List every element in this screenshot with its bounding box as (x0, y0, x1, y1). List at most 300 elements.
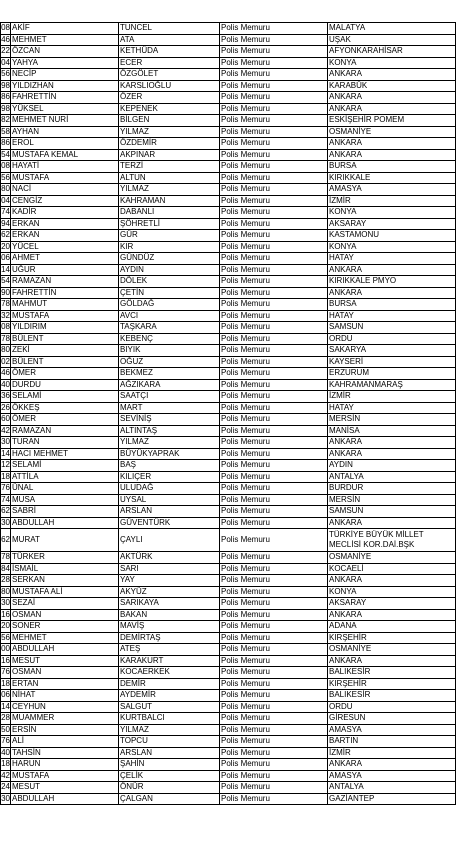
record-number-cell: 78 (1, 552, 10, 562)
last-name-cell: KILIÇER (119, 471, 220, 483)
assigned-unit-cell: AYDIN (328, 460, 456, 472)
last-name-cell: DEMİR (119, 678, 220, 690)
job-title-cell: Polis Memuru (220, 563, 328, 575)
job-title-cell: Polis Memuru (220, 448, 328, 460)
job-title-cell: Polis Memuru (220, 195, 328, 207)
last-name-cell: ÇETİN (119, 287, 220, 299)
table-row (1, 667, 456, 679)
first-name-cell: OSMAN (11, 667, 119, 679)
table-row (1, 621, 456, 633)
assigned-unit-cell: ORDU (328, 333, 456, 345)
table-row (1, 483, 456, 495)
table-row (1, 655, 456, 667)
last-name-cell: ATEŞ (119, 644, 220, 656)
assigned-unit-cell: AMASYA (328, 770, 456, 782)
table-row (1, 34, 456, 46)
record-number-cell: 98 (1, 80, 10, 90)
table-row (1, 115, 456, 127)
last-name-cell: AĞZIKARA (119, 379, 220, 391)
table-row (1, 184, 456, 196)
table-row (1, 69, 456, 81)
table-row (1, 253, 456, 265)
record-number-cell: 16 (1, 609, 10, 619)
assigned-unit-cell: İZMİR (328, 195, 456, 207)
first-name-cell: UĞUR (11, 264, 119, 276)
last-name-cell: GÜR (119, 230, 220, 242)
table-row (1, 563, 456, 575)
job-title-cell: Polis Memuru (220, 333, 328, 345)
assigned-unit-cell: KAHRAMANMARAŞ (328, 379, 456, 391)
last-name-cell: ALTUN (119, 172, 220, 184)
first-name-cell: SONER (11, 621, 119, 633)
job-title-cell: Polis Memuru (220, 414, 328, 426)
assigned-unit-cell: KARABÜK (328, 80, 456, 92)
job-title-cell: Polis Memuru (220, 736, 328, 748)
assigned-unit-cell: MERSİN (328, 494, 456, 506)
job-title-cell: Polis Memuru (220, 322, 328, 334)
job-title-cell: Polis Memuru (220, 667, 328, 679)
record-number-cell: 32 (1, 310, 10, 320)
job-title-cell: Polis Memuru (220, 46, 328, 58)
record-number-cell: 30 (1, 437, 10, 447)
table-row (1, 92, 456, 104)
table-row (1, 276, 456, 288)
last-name-cell: TERZİ (119, 161, 220, 173)
last-name-cell: DEMİRTAŞ (119, 632, 220, 644)
job-title-cell: Polis Memuru (220, 552, 328, 564)
first-name-cell: MUSTAFA KEMAL (11, 149, 119, 161)
assigned-unit-cell: AKSARAY (328, 598, 456, 610)
job-title-cell: Polis Memuru (220, 632, 328, 644)
record-number-cell: 54 (1, 276, 10, 286)
assigned-unit-cell: BARTIN (328, 736, 456, 748)
first-name-cell: AYHAN (11, 126, 119, 138)
first-name-cell: ABDULLAH (11, 793, 119, 805)
assigned-unit-cell: ANTALYA (328, 782, 456, 794)
first-name-cell: AKİF (11, 23, 119, 35)
table-row (1, 782, 456, 794)
job-title-cell: Polis Memuru (220, 172, 328, 184)
record-number-cell: 28 (1, 575, 10, 585)
last-name-cell: ULUDAĞ (119, 483, 220, 495)
job-title-cell: Polis Memuru (220, 517, 328, 529)
first-name-cell: MESUT (11, 782, 119, 794)
job-title-cell: Polis Memuru (220, 655, 328, 667)
record-number-cell: 56 (1, 632, 10, 642)
last-name-cell: SEVİNİŞ (119, 414, 220, 426)
job-title-cell: Polis Memuru (220, 678, 328, 690)
assigned-unit-cell: ANKARA (328, 92, 456, 104)
first-name-cell: CENGİZ (11, 195, 119, 207)
record-number-cell: 62 (1, 230, 10, 240)
table-row (1, 103, 456, 115)
record-number-cell: 14 (1, 701, 10, 711)
last-name-cell: YILMAZ (119, 437, 220, 449)
first-name-cell: OSMAN (11, 609, 119, 621)
last-name-cell: TAŞKARA (119, 322, 220, 334)
assigned-unit-cell: ORDU (328, 701, 456, 713)
last-name-cell: TOPCU (119, 736, 220, 748)
job-title-cell: Polis Memuru (220, 345, 328, 357)
last-name-cell: BEKMEZ (119, 368, 220, 380)
first-name-cell: YILDIRIM (11, 322, 119, 334)
job-title-cell: Polis Memuru (220, 425, 328, 437)
job-title-cell: Polis Memuru (220, 402, 328, 414)
last-name-cell: ŞÖHRETLİ (119, 218, 220, 230)
job-title-cell: Polis Memuru (220, 207, 328, 219)
job-title-cell: Polis Memuru (220, 23, 328, 35)
first-name-cell: ZEKİ (11, 345, 119, 357)
assigned-unit-cell: BALIKESİR (328, 690, 456, 702)
assigned-unit-cell: KAYSERİ (328, 356, 456, 368)
job-title-cell: Polis Memuru (220, 264, 328, 276)
last-name-cell: ÖZGÖLET (119, 69, 220, 81)
assigned-unit-cell: ANKARA (328, 69, 456, 81)
table-row (1, 690, 456, 702)
job-title-cell: Polis Memuru (220, 356, 328, 368)
first-name-cell: MUSTAFA (11, 770, 119, 782)
job-title-cell: Polis Memuru (220, 184, 328, 196)
job-title-cell: Polis Memuru (220, 506, 328, 518)
first-name-cell: TURAN (11, 437, 119, 449)
table-row (1, 586, 456, 598)
record-number-cell: 20 (1, 621, 10, 631)
job-title-cell: Polis Memuru (220, 379, 328, 391)
table-row (1, 23, 456, 35)
first-name-cell: ÖMER (11, 414, 119, 426)
first-name-cell: BÜLENT (11, 333, 119, 345)
job-title-cell: Polis Memuru (220, 494, 328, 506)
job-title-cell: Polis Memuru (220, 586, 328, 598)
last-name-cell: KAHRAMAN (119, 195, 220, 207)
last-name-cell: BIYIK (119, 345, 220, 357)
table-row (1, 529, 456, 552)
job-title-cell: Polis Memuru (220, 80, 328, 92)
last-name-cell: KARSLIOĞLU (119, 80, 220, 92)
job-title-cell: Polis Memuru (220, 724, 328, 736)
record-number-cell: 74 (1, 494, 10, 504)
job-title-cell: Polis Memuru (220, 747, 328, 759)
record-number-cell: 80 (1, 586, 10, 596)
job-title-cell: Polis Memuru (220, 149, 328, 161)
first-name-cell: YÜKSEL (11, 103, 119, 115)
record-number-cell: 28 (1, 713, 10, 723)
assigned-unit-cell: BURDUR (328, 483, 456, 495)
assigned-unit-cell: BURSA (328, 161, 456, 173)
table-row (1, 207, 456, 219)
table-row (1, 494, 456, 506)
job-title-cell: Polis Memuru (220, 276, 328, 288)
record-number-cell: 86 (1, 138, 10, 148)
assigned-unit-cell: AMASYA (328, 724, 456, 736)
job-title-cell: Polis Memuru (220, 230, 328, 242)
assigned-unit-cell: ANKARA (328, 759, 456, 771)
record-number-cell: 74 (1, 207, 10, 217)
assigned-unit-cell: ANKARA (328, 575, 456, 587)
first-name-cell: ERKAN (11, 230, 119, 242)
table-row (1, 506, 456, 518)
record-number-cell: 90 (1, 287, 10, 297)
personnel-table-body (1, 23, 456, 805)
last-name-cell: SALGUT (119, 701, 220, 713)
assigned-unit-cell: AFYONKARAHİSAR (328, 46, 456, 58)
last-name-cell: GÜNDÜZ (119, 253, 220, 265)
record-number-cell: 18 (1, 678, 10, 688)
last-name-cell: ARSLAN (119, 506, 220, 518)
first-name-cell: MUSTAFA (11, 310, 119, 322)
record-number-cell: 76 (1, 483, 10, 493)
record-number-cell: 40 (1, 747, 10, 757)
last-name-cell: AYDIN (119, 264, 220, 276)
first-name-cell: ABDULLAH (11, 644, 119, 656)
first-name-cell: RAMAZAN (11, 425, 119, 437)
job-title-cell: Polis Memuru (220, 644, 328, 656)
last-name-cell: TUNCEL (119, 23, 220, 35)
last-name-cell: KOCAERKEK (119, 667, 220, 679)
assigned-unit-cell: İZMİR (328, 747, 456, 759)
first-name-cell: MAHMUT (11, 299, 119, 311)
first-name-cell: ÜNAL (11, 483, 119, 495)
record-number-cell: 00 (1, 644, 10, 654)
last-name-cell: AKYÜZ (119, 586, 220, 598)
first-name-cell: NİHAT (11, 690, 119, 702)
first-name-cell: FAHRETTİN (11, 287, 119, 299)
table-row (1, 218, 456, 230)
assigned-unit-cell: OSMANİYE (328, 644, 456, 656)
first-name-cell: TAHSİN (11, 747, 119, 759)
last-name-cell: ÖZDEMİR (119, 138, 220, 150)
job-title-cell: Polis Memuru (220, 471, 328, 483)
job-title-cell: Polis Memuru (220, 621, 328, 633)
first-name-cell: TÜRKER (11, 552, 119, 564)
last-name-cell: SARI (119, 563, 220, 575)
table-row (1, 138, 456, 150)
assigned-unit-cell: KIRIKKALE (328, 172, 456, 184)
record-number-cell: 76 (1, 667, 10, 677)
record-number-cell: 26 (1, 402, 10, 412)
table-row (1, 747, 456, 759)
table-row (1, 644, 456, 656)
record-number-cell: 56 (1, 172, 10, 182)
table-row (1, 172, 456, 184)
last-name-cell: MAVİŞ (119, 621, 220, 633)
table-row (1, 287, 456, 299)
table-row (1, 80, 456, 92)
job-title-cell: Polis Memuru (220, 701, 328, 713)
record-number-cell: 36 (1, 391, 10, 401)
table-row (1, 241, 456, 253)
last-name-cell: AKTÜRK (119, 552, 220, 564)
table-row (1, 759, 456, 771)
assigned-unit-cell: SAKARYA (328, 345, 456, 357)
job-title-cell: Polis Memuru (220, 770, 328, 782)
record-number-cell: 20 (1, 241, 10, 251)
assigned-unit-cell: İZMİR (328, 391, 456, 403)
last-name-cell: YILMAZ (119, 184, 220, 196)
first-name-cell: MUSA (11, 494, 119, 506)
assigned-unit-cell: GAZİANTEP (328, 793, 456, 805)
first-name-cell: MUSTAFA ALİ (11, 586, 119, 598)
first-name-cell: MUAMMER (11, 713, 119, 725)
first-name-cell: FAHRETTİN (11, 92, 119, 104)
assigned-unit-cell: KIRŞEHİR (328, 678, 456, 690)
first-name-cell: AHMET (11, 253, 119, 265)
job-title-cell: Polis Memuru (220, 759, 328, 771)
assigned-unit-cell: ANTALYA (328, 471, 456, 483)
first-name-cell: SEZAİ (11, 598, 119, 610)
assigned-unit-cell: ANKARA (328, 655, 456, 667)
job-title-cell: Polis Memuru (220, 126, 328, 138)
last-name-cell: OĞUZ (119, 356, 220, 368)
last-name-cell: ŞAHİN (119, 759, 220, 771)
record-number-cell: 80 (1, 345, 10, 355)
record-number-cell: 08 (1, 23, 10, 33)
record-number-cell: 14 (1, 264, 10, 274)
record-number-cell: 80 (1, 184, 10, 194)
first-name-cell: ERKAN (11, 218, 119, 230)
job-title-cell: Polis Memuru (220, 218, 328, 230)
assigned-unit-cell: BURSA (328, 299, 456, 311)
table-row (1, 770, 456, 782)
job-title-cell: Polis Memuru (220, 782, 328, 794)
job-title-cell: Polis Memuru (220, 460, 328, 472)
job-title-cell: Polis Memuru (220, 299, 328, 311)
assigned-unit-cell: ANKARA (328, 609, 456, 621)
table-row (1, 552, 456, 564)
record-number-cell: 42 (1, 770, 10, 780)
first-name-cell: MURAT (11, 529, 119, 552)
record-number-cell: 78 (1, 299, 10, 309)
assigned-unit-cell: TÜRKİYE BÜYÜK MİLLET MECLİSİ KOR.DAİ.BŞK (328, 529, 456, 552)
assigned-unit-cell: ANKARA (328, 448, 456, 460)
last-name-cell: MART (119, 402, 220, 414)
table-row (1, 575, 456, 587)
assigned-unit-cell: MALATYA (328, 23, 456, 35)
table-row (1, 57, 456, 69)
assigned-unit-cell: SAMSUN (328, 322, 456, 334)
job-title-cell: Polis Memuru (220, 69, 328, 81)
assigned-unit-cell: HATAY (328, 253, 456, 265)
table-row (1, 678, 456, 690)
assigned-unit-cell: ANKARA (328, 149, 456, 161)
table-row (1, 149, 456, 161)
record-number-cell: 78 (1, 333, 10, 343)
assigned-unit-cell: GİRESUN (328, 713, 456, 725)
job-title-cell: Polis Memuru (220, 34, 328, 46)
last-name-cell: ÖZER (119, 92, 220, 104)
first-name-cell: SELAMİ (11, 460, 119, 472)
table-row (1, 379, 456, 391)
first-name-cell: BÜLENT (11, 356, 119, 368)
table-row (1, 46, 456, 58)
table-row (1, 126, 456, 138)
table-row (1, 264, 456, 276)
record-number-cell: 04 (1, 195, 10, 205)
assigned-unit-cell: KIRŞEHİR (328, 632, 456, 644)
table-row (1, 310, 456, 322)
personnel-list (0, 22, 455, 805)
job-title-cell: Polis Memuru (220, 138, 328, 150)
assigned-unit-cell: ERZURUM (328, 368, 456, 380)
last-name-cell: YILMAZ (119, 724, 220, 736)
last-name-cell: ÇELİK (119, 770, 220, 782)
first-name-cell: YAHYA (11, 57, 119, 69)
table-row (1, 368, 456, 380)
last-name-cell: ÖNÜR (119, 782, 220, 794)
job-title-cell: Polis Memuru (220, 529, 328, 552)
last-name-cell: ATA (119, 34, 220, 46)
job-title-cell: Polis Memuru (220, 287, 328, 299)
assigned-unit-cell: ANKARA (328, 517, 456, 529)
record-number-cell: 30 (1, 517, 10, 527)
last-name-cell: KIR (119, 241, 220, 253)
job-title-cell: Polis Memuru (220, 103, 328, 115)
first-name-cell: ÖZCAN (11, 46, 119, 58)
assigned-unit-cell: SAMSUN (328, 506, 456, 518)
record-number-cell: 94 (1, 218, 10, 228)
table-row (1, 425, 456, 437)
assigned-unit-cell: KONYA (328, 586, 456, 598)
assigned-unit-cell: ANKARA (328, 437, 456, 449)
record-number-cell: 98 (1, 103, 10, 113)
first-name-cell: HAYATİ (11, 161, 119, 173)
job-title-cell: Polis Memuru (220, 92, 328, 104)
record-number-cell: 04 (1, 57, 10, 67)
last-name-cell: SAATÇI (119, 391, 220, 403)
assigned-unit-cell: KIRIKKALE PMYO (328, 276, 456, 288)
table-row (1, 609, 456, 621)
first-name-cell: HACI MEHMET (11, 448, 119, 460)
first-name-cell: SERKAN (11, 575, 119, 587)
record-number-cell: 30 (1, 598, 10, 608)
table-row (1, 345, 456, 357)
last-name-cell: KEPENEK (119, 103, 220, 115)
last-name-cell: SARIKAYA (119, 598, 220, 610)
assigned-unit-cell: ADANA (328, 621, 456, 633)
assigned-unit-cell: HATAY (328, 310, 456, 322)
table-row (1, 402, 456, 414)
first-name-cell: KADİR (11, 207, 119, 219)
last-name-cell: DÖLEK (119, 276, 220, 288)
table-row (1, 391, 456, 403)
assigned-unit-cell: KONYA (328, 241, 456, 253)
job-title-cell: Polis Memuru (220, 161, 328, 173)
record-number-cell: 42 (1, 425, 10, 435)
assigned-unit-cell: OSMANİYE (328, 126, 456, 138)
last-name-cell: BİLGEN (119, 115, 220, 127)
assigned-unit-cell: AKSARAY (328, 218, 456, 230)
record-number-cell: 12 (1, 460, 10, 470)
last-name-cell: ALTINTAŞ (119, 425, 220, 437)
assigned-unit-cell: ANKARA (328, 138, 456, 150)
record-number-cell: 82 (1, 115, 10, 125)
assigned-unit-cell: KONYA (328, 207, 456, 219)
table-row (1, 713, 456, 725)
record-number-cell: 02 (1, 356, 10, 366)
first-name-cell: CEYHUN (11, 701, 119, 713)
first-name-cell: NECİP (11, 69, 119, 81)
last-name-cell: AKPINAR (119, 149, 220, 161)
assigned-unit-cell: AMASYA (328, 184, 456, 196)
first-name-cell: ÖKKEŞ (11, 402, 119, 414)
last-name-cell: ÇAYLI (119, 529, 220, 552)
first-name-cell: ÖMER (11, 368, 119, 380)
record-number-cell: 06 (1, 690, 10, 700)
assigned-unit-cell: MERSİN (328, 414, 456, 426)
assigned-unit-cell: ANKARA (328, 287, 456, 299)
first-name-cell: HARUN (11, 759, 119, 771)
record-number-cell: 62 (1, 506, 10, 516)
